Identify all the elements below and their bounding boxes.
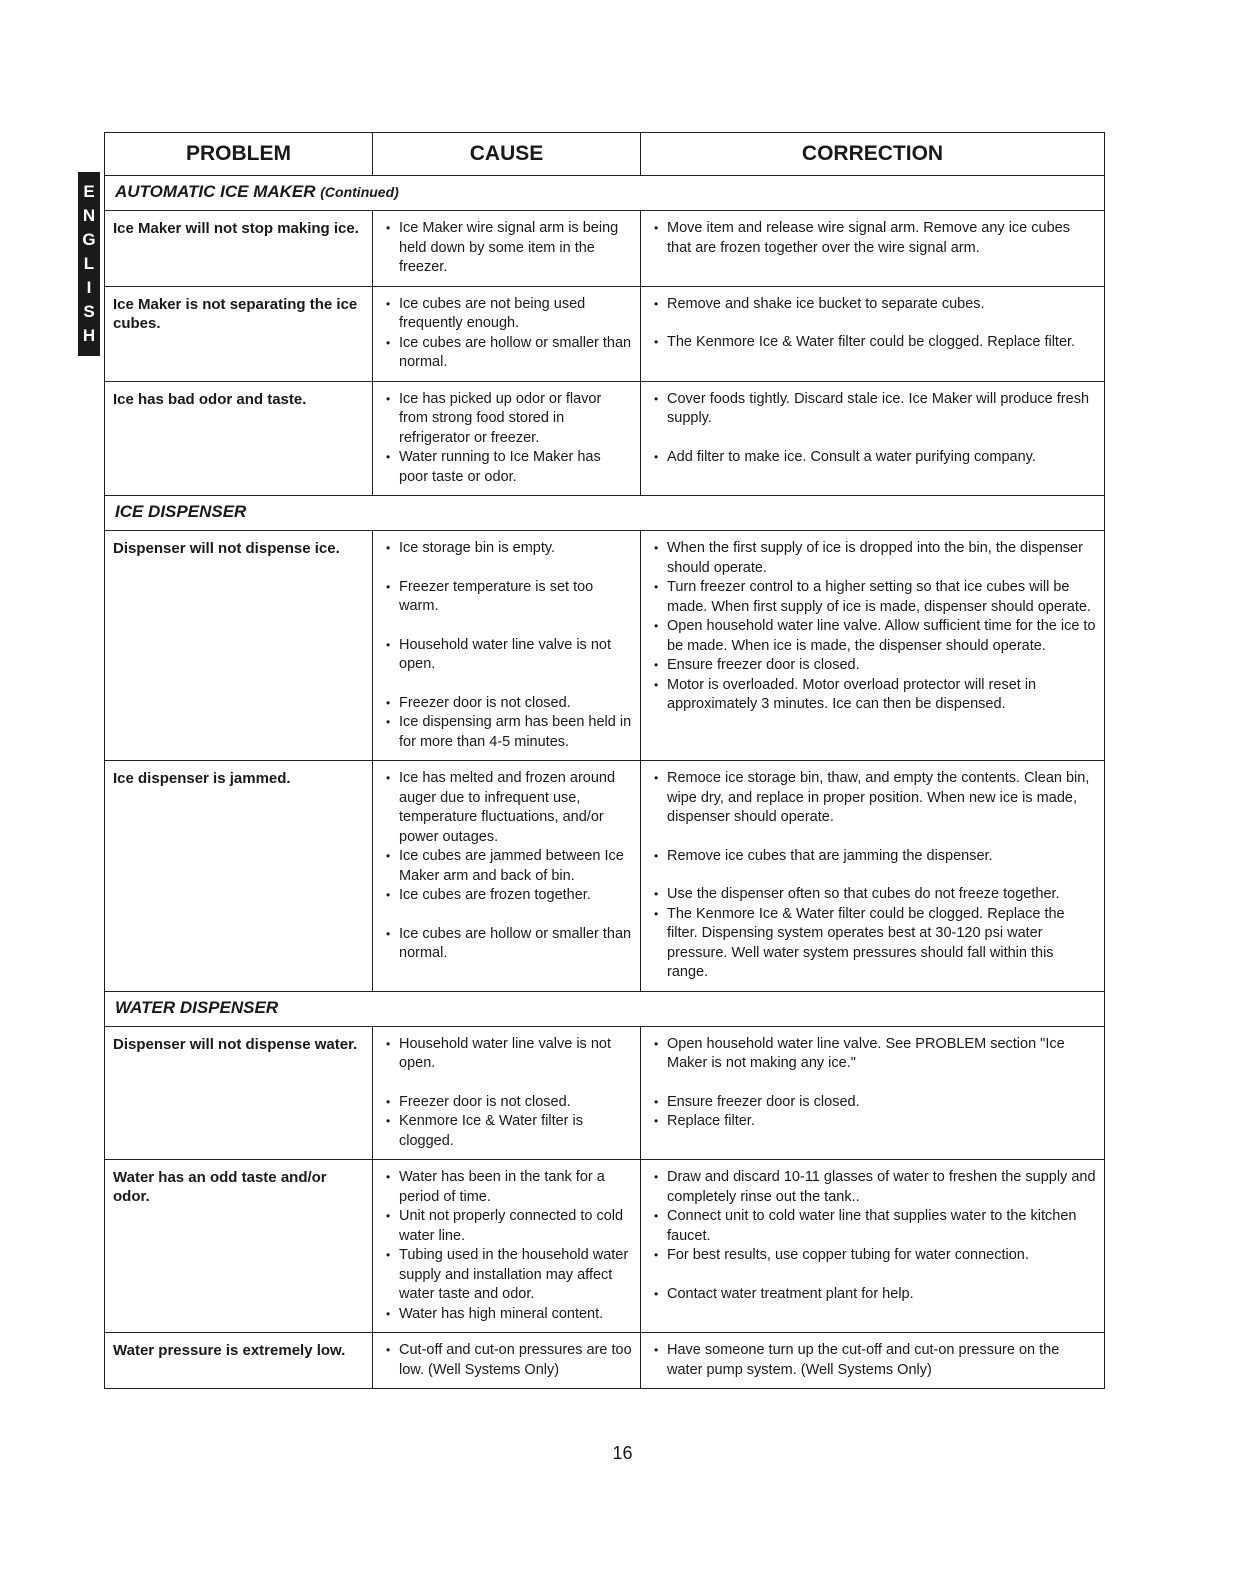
correction-item: • Remove ice cubes that are jamming the dispenser. — [649, 847, 1096, 867]
section-title-cell — [105, 496, 1105, 531]
cause-item: • Kenmore Ice & Water filter is clogged. — [381, 1112, 632, 1151]
correction-item: • Turn freezer control to a higher setting so that ice cubes will be made. When first supply of ice is made, dispenser should operate. — [649, 578, 1096, 617]
cause-item: • Ice has picked up odor or flavor from strong food stored in refrigerator or freezer. — [381, 390, 632, 449]
table-row — [105, 1333, 1105, 1389]
correction-item: • Ensure freezer door is closed. — [649, 1093, 1096, 1113]
cause-item: • Freezer door is not closed. — [381, 694, 632, 714]
side-tab-letter: S — [83, 302, 95, 321]
section-title-cell — [105, 991, 1105, 1026]
header-row — [105, 133, 1105, 176]
section-header-row — [105, 991, 1105, 1026]
correction-header: CORRECTION — [641, 133, 1105, 176]
cause-list — [381, 1341, 632, 1380]
cause-cell — [373, 1333, 641, 1389]
correction-item: • For best results, use copper tubing for water connection. — [649, 1246, 1096, 1266]
correction-item: • Add filter to make ice. Consult a water purifying company. — [649, 448, 1096, 468]
cause-item: • Household water line valve is not open. — [381, 1035, 632, 1074]
correction-list — [649, 769, 1096, 983]
cause-item: • Household water line valve is not open. — [381, 636, 632, 675]
cause-list — [381, 295, 632, 373]
correction-cell — [641, 1160, 1105, 1333]
correction-cell — [641, 531, 1105, 761]
table-row — [105, 761, 1105, 992]
table-row — [105, 211, 1105, 287]
correction-list — [649, 219, 1096, 258]
section-header-row — [105, 496, 1105, 531]
side-tab-letter: H — [82, 326, 96, 345]
problem-header: PROBLEM — [105, 133, 373, 176]
side-tab-letter: I — [86, 278, 92, 297]
cause-list — [381, 539, 632, 752]
correction-item: • Have someone turn up the cut-off and cut-on pressure on the water pump system. (Well Systems Only) — [649, 1341, 1096, 1380]
correction-item: • Motor is overloaded. Motor overload protector will reset in approximately 3 minutes. Ice can then be dispensed. — [649, 676, 1096, 715]
page-number: 16 — [612, 1443, 633, 1463]
correction-cell — [641, 381, 1105, 496]
troubleshooting-table — [104, 132, 1105, 1389]
section-title: ICE DISPENSER — [115, 502, 247, 521]
language-side-tab — [78, 172, 100, 356]
problem-cell: Dispenser will not dispense ice. — [105, 531, 373, 761]
side-tab-letter: G — [82, 230, 96, 249]
correction-list — [649, 539, 1096, 715]
cause-item: • Ice storage bin is empty. — [381, 539, 632, 559]
cause-item: • Cut-off and cut-on pressures are too low. (Well Systems Only) — [381, 1341, 632, 1380]
problem-cell: Water has an odd taste and/or odor. — [105, 1160, 373, 1333]
cause-item: • Unit not properly connected to cold water line. — [381, 1207, 632, 1246]
table-row — [105, 531, 1105, 761]
correction-item: • Use the dispenser often so that cubes do not freeze together. — [649, 885, 1096, 905]
cause-cell — [373, 381, 641, 496]
correction-list — [649, 390, 1096, 468]
table-row — [105, 1026, 1105, 1160]
correction-list — [649, 1341, 1096, 1380]
correction-item: • Ensure freezer door is closed. — [649, 656, 1096, 676]
cause-item: • Tubing used in the household water supply and installation may affect water taste and odor. — [381, 1246, 632, 1305]
correction-item: • Contact water treatment plant for help. — [649, 1285, 1096, 1305]
section-title-cell — [105, 176, 1105, 211]
cause-cell — [373, 286, 641, 381]
correction-list — [649, 1035, 1096, 1132]
correction-item: • Open household water line valve. Allow sufficient time for the ice to be made. When ice is made, the dispenser should operate. — [649, 617, 1096, 656]
problem-cell: Ice Maker will not stop making ice. — [105, 211, 373, 287]
cause-list — [381, 769, 632, 964]
correction-item: • The Kenmore Ice & Water filter could be clogged. Replace filter. — [649, 333, 1096, 353]
correction-item: • Remove and shake ice bucket to separate cubes. — [649, 295, 1096, 315]
section-header-row — [105, 176, 1105, 211]
cause-item: • Ice dispensing arm has been held in for more than 4-5 minutes. — [381, 713, 632, 752]
correction-item: • Draw and discard 10-11 glasses of water to freshen the supply and completely rinse out the tank.. — [649, 1168, 1096, 1207]
correction-item: • The Kenmore Ice & Water filter could be clogged. Replace the filter. Dispensing system operates best at 30-120 psi water pressure. Well water system pressures should fall within this range. — [649, 905, 1096, 983]
cause-item: • Ice cubes are jammed between Ice Maker arm and back of bin. — [381, 847, 632, 886]
cause-header: CAUSE — [373, 133, 641, 176]
correction-item: • Connect unit to cold water line that supplies water to the kitchen faucet. — [649, 1207, 1096, 1246]
correction-cell — [641, 211, 1105, 287]
cause-item: • Ice cubes are hollow or smaller than normal. — [381, 925, 632, 964]
cause-item: • Ice cubes are frozen together. — [381, 886, 632, 906]
correction-list — [649, 295, 1096, 353]
correction-cell — [641, 286, 1105, 381]
cause-item: • Water has been in the tank for a period of time. — [381, 1168, 632, 1207]
cause-cell — [373, 1160, 641, 1333]
problem-cell: Dispenser will not dispense water. — [105, 1026, 373, 1160]
table-row — [105, 381, 1105, 496]
correction-item: • When the first supply of ice is dropped into the bin, the dispenser should operate. — [649, 539, 1096, 578]
table-row — [105, 1160, 1105, 1333]
cause-item: • Freezer door is not closed. — [381, 1093, 632, 1113]
problem-cell: Ice has bad odor and taste. — [105, 381, 373, 496]
cause-list — [381, 390, 632, 488]
cause-item: • Ice has melted and frozen around auger due to infrequent use, temperature fluctuations, and/or power outages. — [381, 769, 632, 847]
cause-item: • Ice Maker wire signal arm is being held down by some item in the freezer. — [381, 219, 632, 278]
correction-item: • Replace filter. — [649, 1112, 1096, 1132]
correction-cell — [641, 1333, 1105, 1389]
problem-cell: Ice dispenser is jammed. — [105, 761, 373, 992]
correction-item: • Move item and release wire signal arm. Remove any ice cubes that are frozen together over the wire signal arm. — [649, 219, 1096, 258]
table-row — [105, 286, 1105, 381]
cause-item: • Ice cubes are hollow or smaller than normal. — [381, 334, 632, 373]
correction-item: • Remoce ice storage bin, thaw, and empty the contents. Clean bin, wipe dry, and replace in proper position. When new ice is made, dispenser should operate. — [649, 769, 1096, 828]
cause-cell — [373, 1026, 641, 1160]
cause-item: • Water has high mineral content. — [381, 1305, 632, 1325]
problem-cell: Ice Maker is not separating the ice cubes. — [105, 286, 373, 381]
correction-list — [649, 1168, 1096, 1304]
section-title-suffix: (Continued) — [320, 184, 399, 200]
cause-cell — [373, 761, 641, 992]
side-tab-letter: N — [82, 206, 96, 225]
cause-list — [381, 219, 632, 278]
correction-cell — [641, 761, 1105, 992]
correction-cell — [641, 1026, 1105, 1160]
side-tab-letter: L — [83, 254, 95, 273]
cause-item: • Freezer temperature is set too warm. — [381, 578, 632, 617]
cause-list — [381, 1035, 632, 1152]
cause-cell — [373, 531, 641, 761]
cause-cell — [373, 211, 641, 287]
cause-item: • Ice cubes are not being used frequently enough. — [381, 295, 632, 334]
cause-item: • Water running to Ice Maker has poor taste or odor. — [381, 448, 632, 487]
correction-item: • Open household water line valve. See PROBLEM section "Ice Maker is not making any ice." — [649, 1035, 1096, 1074]
section-title: WATER DISPENSER — [115, 997, 279, 1017]
problem-cell: Water pressure is extremely low. — [105, 1333, 373, 1389]
section-title: AUTOMATIC ICE MAKER — [115, 182, 316, 201]
cause-list — [381, 1168, 632, 1324]
correction-item: • Cover foods tightly. Discard stale ice. Ice Maker will produce fresh supply. — [649, 390, 1096, 429]
side-tab-letter: E — [83, 182, 95, 201]
